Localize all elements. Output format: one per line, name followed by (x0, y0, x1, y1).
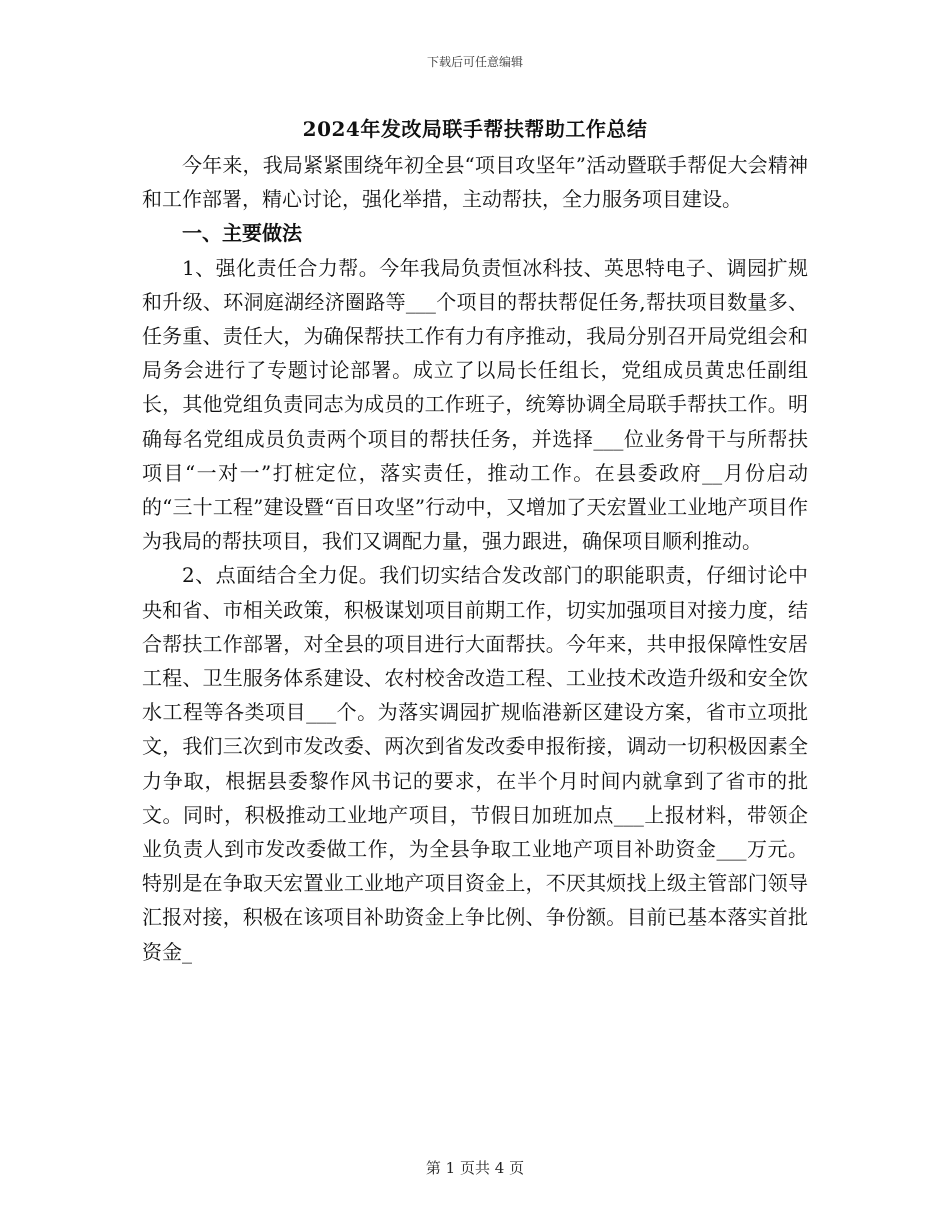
page-number: 第 1 页共 4 页 (425, 1159, 525, 1177)
document-body (142, 112, 808, 969)
paragraph-responsibility: 1、强化责任合力帮。今年我局负责恒冰科技、英思特电子、调园扩规和升级、环洞庭湖经济圈路等___个项目的帮扶帮促任务,帮扶项目数量多、任务重、责任大，为确保帮扶工作有力有序推动，我局分别召开局党组会和局务会进行了专题讨论部署。成立了以局长任组长，党组成员黄忠任副组长，其他党组负责同志为成员的工作班子，统筹协调全局联手帮扶工作。明确每名党组成员负责两个项目的帮扶任务，并选择___位业务骨干与所帮扶项目“一对一”打桩定位，落实责任，推动工作。在县委政府__月份启动的“三十工程”建设暨“百日攻坚”行动中，又增加了天宏置业工业地产项目作为我局的帮扶项目，我们又调配力量，强力跟进，确保项目顺利推动。 (142, 255, 808, 554)
section-heading-main-practices: 一、主要做法 (182, 221, 302, 246)
intro-paragraph: 今年来，我局紧紧围绕年初全县“项目攻坚年”活动暨联手帮促大会精神和工作部署，精心讨论，强化举措，主动帮扶，全力服务项目建设。 (142, 153, 808, 212)
document-title: 2024年发改局联手帮扶帮助工作总结 (302, 117, 648, 141)
paragraph-combination: 2、点面结合全力促。我们切实结合发改部门的职能职责，仔细讨论中央和省、市相关政策，积极谋划项目前期工作，切实加强项目对接力度，结合帮扶工作部署，对全县的项目进行大面帮扶。今年来，共申报保障性安居工程、卫生服务体系建设、农村校舍改造工程、工业技术改造升级和安全饮水工程等各类项目___个。为落实调园扩规临港新区建设方案，省市立项批文，我们三次到市发改委、两次到省发改委申报衔接，调动一切积极因素全力争取，根据县委黎作风书记的要求，在半个月时间内就拿到了省市的批文。同时，积极推动工业地产项目，节假日加班加点___上报材料，带领企业负责人到市发改委做工作，为全县争取工业地产项目补助资金___万元。特别是在争取天宏置业工业地产项目资金上，不厌其烦找上级主管部门领导汇报对接，积极在该项目补助资金上争比例、争份额。目前已基本落实首批资金_ (142, 563, 808, 964)
page-header-note: 下载后可任意编辑 (426, 55, 523, 69)
